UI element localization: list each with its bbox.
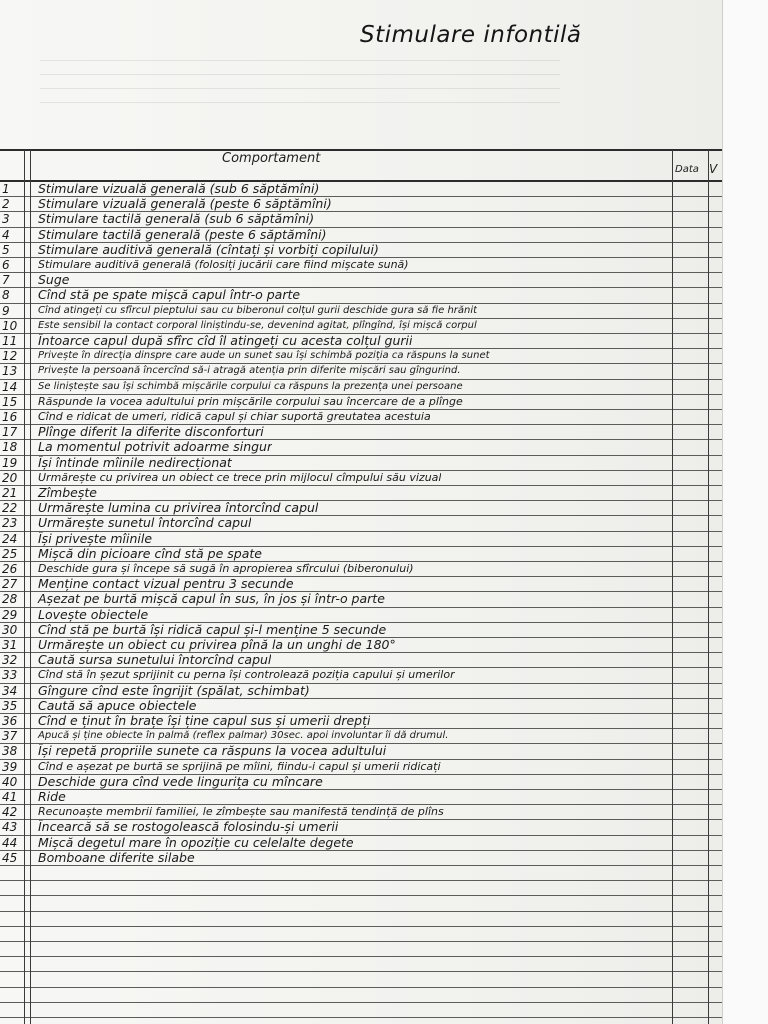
behavior-text: Deschide gura cînd vede lingurița cu mîncare: [38, 775, 323, 789]
table-row: [0, 576, 700, 591]
behavior-text: Așezat pe burtă mișcă capul în sus, în jos și într-o parte: [38, 592, 385, 606]
row-number: 29: [2, 608, 18, 622]
behavior-text: Se liniștește sau își schimbă mișcările corpului ca răspuns la prezența unei persoane: [38, 381, 463, 392]
row-number: 25: [2, 547, 18, 561]
table-row: [0, 409, 700, 424]
row-number: 45: [2, 851, 18, 865]
behavior-text: Încearcă să se rostogolească folosindu-și umerii: [38, 820, 339, 834]
header-date: Data: [675, 164, 699, 175]
table-row: [0, 546, 700, 561]
table-row: [0, 850, 700, 865]
row-rule: [0, 941, 722, 942]
behavior-text: Cînd stă pe burtă își ridică capul și-l menține 5 secunde: [38, 623, 387, 637]
table-row: [0, 196, 700, 211]
table-row: [0, 318, 700, 333]
behavior-text: Ride: [38, 790, 66, 804]
behavior-text: Urmărește cu privirea un obiect ce trece prin mijlocul cîmpului său vizual: [38, 471, 442, 484]
table-row: [0, 652, 700, 667]
behavior-text: Apucă și ține obiecte în palmă (reflex palmar) 30sec. apoi involuntar îi dă drumul.: [38, 730, 449, 741]
table-row: [0, 622, 700, 637]
row-rule: [0, 1002, 722, 1003]
row-rule: [0, 895, 722, 896]
table-row: [0, 242, 700, 257]
row-rule: [0, 865, 722, 866]
row-number: 10: [2, 319, 18, 333]
row-number: 4: [2, 228, 10, 242]
table-row: [0, 485, 700, 500]
behavior-text: Cînd e ținut în brațe își ține capul sus și umerii drepți: [38, 714, 371, 728]
table-row: [0, 607, 700, 622]
row-number: 11: [2, 334, 18, 348]
behavior-text: Mișcă degetul mare în opoziție cu celelalte degete: [38, 836, 354, 850]
row-number: 36: [2, 714, 18, 728]
table-row: [0, 394, 700, 409]
row-number: 9: [2, 304, 10, 318]
header-check: V: [709, 162, 718, 176]
table-row: [0, 683, 700, 698]
row-number: 6: [2, 258, 10, 272]
behavior-text: Mișcă din picioare cînd stă pe spate: [38, 547, 262, 561]
table-row: [0, 728, 700, 743]
table-row: [0, 500, 700, 515]
row-number: 42: [2, 805, 18, 819]
row-number: 30: [2, 623, 18, 637]
row-number: 2: [2, 197, 10, 211]
table-row: [0, 439, 700, 454]
behavior-text: Cînd e așezat pe burtă se sprijină pe mîini, fiindu-i capul și umerii ridicați: [38, 760, 441, 773]
row-number: 7: [2, 273, 10, 287]
table-row: [0, 333, 700, 348]
table-row: [0, 698, 700, 713]
table-row: [0, 531, 700, 546]
table-row: [0, 774, 700, 789]
table-row: [0, 470, 700, 485]
row-number: 28: [2, 592, 18, 606]
header-behavior: Comportament: [222, 151, 321, 166]
table-row: [0, 227, 700, 242]
table-row: [0, 455, 700, 470]
table-row: [0, 835, 700, 850]
row-number: 38: [2, 744, 18, 758]
behavior-text: Privește la persoană încercînd să-i atragă atenția prin diferite mișcări sau gîngurind.: [38, 365, 461, 376]
row-rule: [0, 987, 722, 988]
row-number: 24: [2, 532, 18, 546]
table-row: [0, 272, 700, 287]
table-row: [0, 181, 700, 196]
behavior-text: Stimulare vizuală generală (sub 6 săptămîni): [38, 182, 320, 196]
behavior-text: Urmărește lumina cu privirea întorcînd capul: [38, 501, 319, 515]
table-row: [0, 363, 700, 378]
page-title: Stimulare infontilă: [360, 22, 582, 48]
row-number: 43: [2, 820, 18, 834]
row-rule: [0, 956, 722, 957]
row-number: 19: [2, 456, 18, 470]
row-number: 34: [2, 684, 18, 698]
behavior-text: Întoarce capul după sfîrc cîd îl atingeți cu acesta colțul gurii: [38, 334, 413, 348]
behavior-text: Cînd e ridicat de umeri, ridică capul și chiar suportă greutatea acestuia: [38, 410, 431, 423]
behavior-text: La momentul potrivit adoarme singur: [38, 440, 273, 454]
behavior-text: Își privește mîinile: [38, 532, 153, 546]
behavior-text: Deschide gura și începe să sugă în apropierea sfîrcului (biberonului): [38, 562, 414, 575]
behavior-text: Stimulare auditivă generală (folosiți jucării care fiind mișcate sună): [38, 258, 409, 271]
row-rule: [0, 911, 722, 912]
behavior-text: Urmărește sunetul întorcînd capul: [38, 516, 252, 530]
behavior-text: Stimulare tactilă generală (sub 6 săptămîni): [38, 212, 315, 226]
row-rule: [0, 880, 722, 881]
table-row: [0, 637, 700, 652]
row-number: 40: [2, 775, 18, 789]
table-row: [0, 424, 700, 439]
row-number: 12: [2, 349, 18, 363]
table-row: [0, 819, 700, 834]
behavior-text: Caută să apuce obiectele: [38, 699, 197, 713]
row-rule: [0, 1017, 722, 1018]
bleed-through-marks: [40, 60, 560, 110]
row-number: 3: [2, 212, 10, 226]
behavior-text: Cînd atingeți cu sfîrcul pieptului sau cu biberonul colțul gurii deschide gura să fie hrănit: [38, 305, 478, 316]
row-number: 31: [2, 638, 18, 652]
behavior-text: Zîmbește: [38, 486, 97, 500]
table-row: [0, 743, 700, 758]
row-number: 18: [2, 440, 18, 454]
row-number: 33: [2, 668, 18, 682]
page-edge: [722, 0, 768, 1024]
behavior-text: Stimulare tactilă generală (peste 6 săptămîni): [38, 228, 327, 242]
behavior-text: Își întinde mîinile nedirecționat: [38, 456, 232, 470]
table-row: [0, 303, 700, 318]
row-number: 13: [2, 364, 18, 378]
behavior-text: Stimulare auditivă generală (cîntați și vorbiți copilului): [38, 243, 379, 257]
row-number: 41: [2, 790, 18, 804]
behavior-text: Stimulare vizuală generală (peste 6 săptămîni): [38, 197, 332, 211]
table-row: [0, 713, 700, 728]
row-number: 14: [2, 380, 18, 394]
behavior-text: Lovește obiectele: [38, 608, 149, 622]
table-row: [0, 211, 700, 226]
row-number: 23: [2, 516, 18, 530]
behavior-text: Cînd stă pe spate mișcă capul într-o parte: [38, 288, 301, 302]
row-number: 17: [2, 425, 18, 439]
row-rule: [0, 971, 722, 972]
table-row: [0, 667, 700, 682]
behavior-text: Urmărește un obiect cu privirea pînă la un unghi de 180°: [38, 638, 396, 652]
row-number: 32: [2, 653, 18, 667]
row-number: 27: [2, 577, 18, 591]
row-number: 1: [2, 182, 10, 196]
behavior-text: Bomboane diferite silabe: [38, 851, 195, 865]
column-rule: [708, 150, 709, 1024]
table-row: [0, 561, 700, 576]
row-number: 20: [2, 471, 18, 485]
table-row: [0, 789, 700, 804]
row-number: 5: [2, 243, 10, 257]
table-row: [0, 759, 700, 774]
table-row: [0, 257, 700, 272]
table-row: [0, 515, 700, 530]
behavior-text: Recunoaște membrii familiei, le zîmbește sau manifestă tendință de plîns: [38, 805, 444, 818]
behavior-text: Caută sursa sunetului întorcînd capul: [38, 653, 272, 667]
behavior-text: Cînd stă în șezut sprijinit cu perna își controlează poziția capului și umerilor: [38, 668, 455, 681]
row-number: 8: [2, 288, 10, 302]
table-row: [0, 804, 700, 819]
row-number: 35: [2, 699, 18, 713]
row-number: 37: [2, 729, 18, 743]
row-number: 44: [2, 836, 18, 850]
behavior-text: Menține contact vizual pentru 3 secunde: [38, 577, 294, 591]
table-row: [0, 591, 700, 606]
table-row: [0, 287, 700, 302]
row-number: 26: [2, 562, 18, 576]
behavior-text: Suge: [38, 273, 70, 287]
table-row: [0, 348, 700, 363]
row-number: 16: [2, 410, 18, 424]
behavior-text: Răspunde la vocea adultului prin mișcările corpului sau încercare de a plînge: [38, 395, 463, 408]
table-top-rule: [0, 149, 722, 151]
behavior-text: Privește în direcția dinspre care aude un sunet sau își schimbă poziția ca răspuns la sunet: [38, 350, 490, 361]
row-number: 39: [2, 760, 18, 774]
behavior-text: Este sensibil la contact corporal liniștindu-se, devenind agitat, plîngînd, își mișcă corpul: [38, 320, 477, 331]
row-number: 21: [2, 486, 18, 500]
row-number: 22: [2, 501, 18, 515]
table-row: [0, 379, 700, 394]
behavior-text: Plînge diferit la diferite disconforturi: [38, 425, 264, 439]
behavior-text: Gîngure cînd este îngrijit (spălat, schimbat): [38, 684, 310, 698]
row-rule: [0, 926, 722, 927]
behavior-text: Își repetă propriile sunete ca răspuns la vocea adultului: [38, 744, 387, 758]
row-number: 15: [2, 395, 18, 409]
